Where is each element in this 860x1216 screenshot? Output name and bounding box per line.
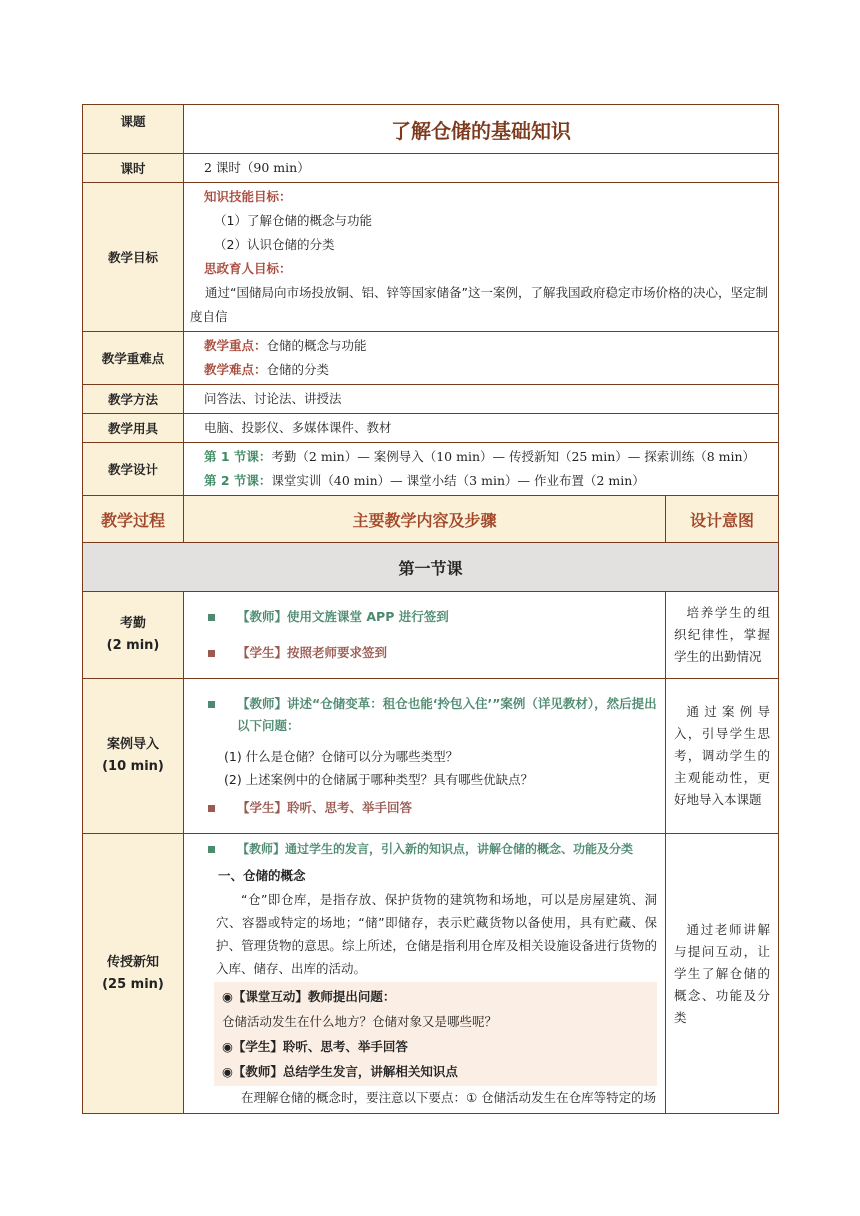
step-name: 案例导入	[106, 737, 159, 752]
ideology-goal-text: 通过“国储局向市场投放铜、铝、锌等国家储备”这一案例，了解我国政府稳定市场价格的决心，坚定制度自信	[190, 285, 768, 324]
section-heading: 一、仓储的概念	[218, 868, 306, 883]
topic-label: 课题	[83, 105, 184, 154]
focus-title: 教学重点：	[204, 338, 267, 353]
tools-label: 教学用具	[83, 414, 184, 443]
hours-label: 课时	[83, 154, 184, 183]
step-time: (10 min)	[102, 759, 164, 774]
goals-row	[83, 183, 779, 332]
tools-row	[83, 414, 779, 443]
goals-label: 教学目标	[83, 183, 184, 332]
bullet-icon	[208, 805, 215, 812]
process-header-col1: 教学过程	[83, 496, 184, 543]
knowledge-goal-title: 知识技能目标：	[204, 189, 292, 204]
process-header-row	[83, 496, 779, 543]
step-time: (2 min)	[106, 638, 160, 653]
key-points-row	[83, 332, 779, 385]
key-points-label: 教学重难点	[83, 332, 184, 385]
lesson2-plan: 课堂实训（40 min）— 课堂小结（3 min）— 作业布置（2 min）	[271, 473, 645, 488]
section-row	[83, 543, 779, 592]
methods-row	[83, 385, 779, 414]
process-header-col3: 设计意图	[666, 496, 779, 543]
design-intent: 通过案例导入，引导学生思考，调动学生的主观能动性，更好地导入本课题	[666, 679, 779, 834]
interaction-title: ◉【课堂互动】教师提出问题：	[222, 989, 396, 1004]
page-title: 了解仓储的基础知识	[391, 119, 571, 143]
attendance-row	[83, 592, 779, 679]
lesson-plan-table	[82, 104, 779, 1114]
ideology-goal-title: 思政育人目标：	[204, 261, 292, 276]
topic-row	[83, 105, 779, 154]
bullet-icon	[208, 614, 215, 621]
hours-row	[83, 154, 779, 183]
knowledge-goal-item: （1）了解仓储的概念与功能	[214, 213, 372, 228]
case-question: (1) 什么是仓储？仓储可以分为哪些类型？	[224, 749, 459, 764]
hours-value: 2 课时（90 min）	[184, 154, 779, 183]
step-name: 考勤	[119, 616, 146, 631]
lesson1-plan: 考勤（2 min）— 案例导入（10 min）— 传授新知（25 min）— 探索训练（8 min）	[271, 449, 756, 464]
design-row	[83, 443, 779, 496]
case-question: (2) 上述案例中的仓储属于哪种类型？具有哪些优缺点？	[224, 772, 534, 787]
step-name: 传授新知	[106, 954, 159, 970]
case-row	[83, 679, 779, 834]
difficulty-value: 仓储的分类	[266, 362, 330, 377]
methods-value: 问答法、讨论法、讲授法	[184, 385, 779, 414]
difficulty-title: 教学难点：	[204, 362, 267, 377]
interaction-teacher: ◉【教师】总结学生发言，讲解相关知识点	[222, 1064, 458, 1079]
lesson1-title: 第 1 节课：	[204, 449, 272, 464]
process-header-col2: 主要教学内容及步骤	[184, 496, 666, 543]
interaction-student: ◉【学生】聆听、思考、举手回答	[222, 1039, 408, 1054]
design-label: 教学设计	[83, 443, 184, 496]
bullet-icon	[208, 650, 215, 657]
teacher-step: 【教师】通过学生的发言，引入新的知识点，讲解仓储的概念、功能及分类	[204, 838, 657, 860]
student-step: 【学生】聆听、思考、举手回答	[204, 797, 657, 819]
interaction-box	[214, 982, 657, 1086]
tools-value: 电脑、投影仪、多媒体课件、教材	[184, 414, 779, 443]
bullet-icon	[208, 701, 215, 708]
lesson2-title: 第 2 节课：	[204, 473, 272, 488]
methods-label: 教学方法	[83, 385, 184, 414]
section-title: 第一节课	[83, 543, 779, 592]
focus-value: 仓储的概念与功能	[266, 338, 367, 353]
concept-paragraph: “仓”即仓库，是指存放、保护货物的建筑物和场地，可以是房屋建筑、洞穴、容器或特定的场地；“储”即储存，表示贮藏货物以备使用，具有贮藏、保护、管理货物的意思。综上所述，仓储是指利用仓库及相关设施设备进行货物的入库、储存、出库的活动。	[216, 892, 657, 976]
bullet-icon	[208, 846, 215, 853]
step-time: (25 min)	[102, 976, 164, 992]
knowledge-goal-item: （2）认识仓储的分类	[214, 237, 335, 252]
student-step: 【学生】按照老师要求签到	[204, 642, 657, 664]
design-intent: 通过老师讲解与提问互动，让学生了解仓储的概念、功能及分类	[666, 834, 779, 1114]
teach-row	[83, 834, 779, 1114]
teacher-step: 【教师】使用文旌课堂 APP 进行签到	[204, 606, 657, 628]
concept-points: 在理解仓储的概念时，要注意以下要点：① 仓储活动发生在仓库等特定的场	[241, 1090, 657, 1105]
teacher-step: 【教师】讲述“仓储变革：租仓也能‘拎包入住’”案例（详见教材），然后提出以下问题：	[204, 693, 657, 737]
interaction-question: 仓储活动发生在什么地方？仓储对象又是哪些呢？	[222, 1014, 498, 1029]
design-intent: 培养学生的组织纪律性，掌握学生的出勤情况	[666, 592, 779, 679]
